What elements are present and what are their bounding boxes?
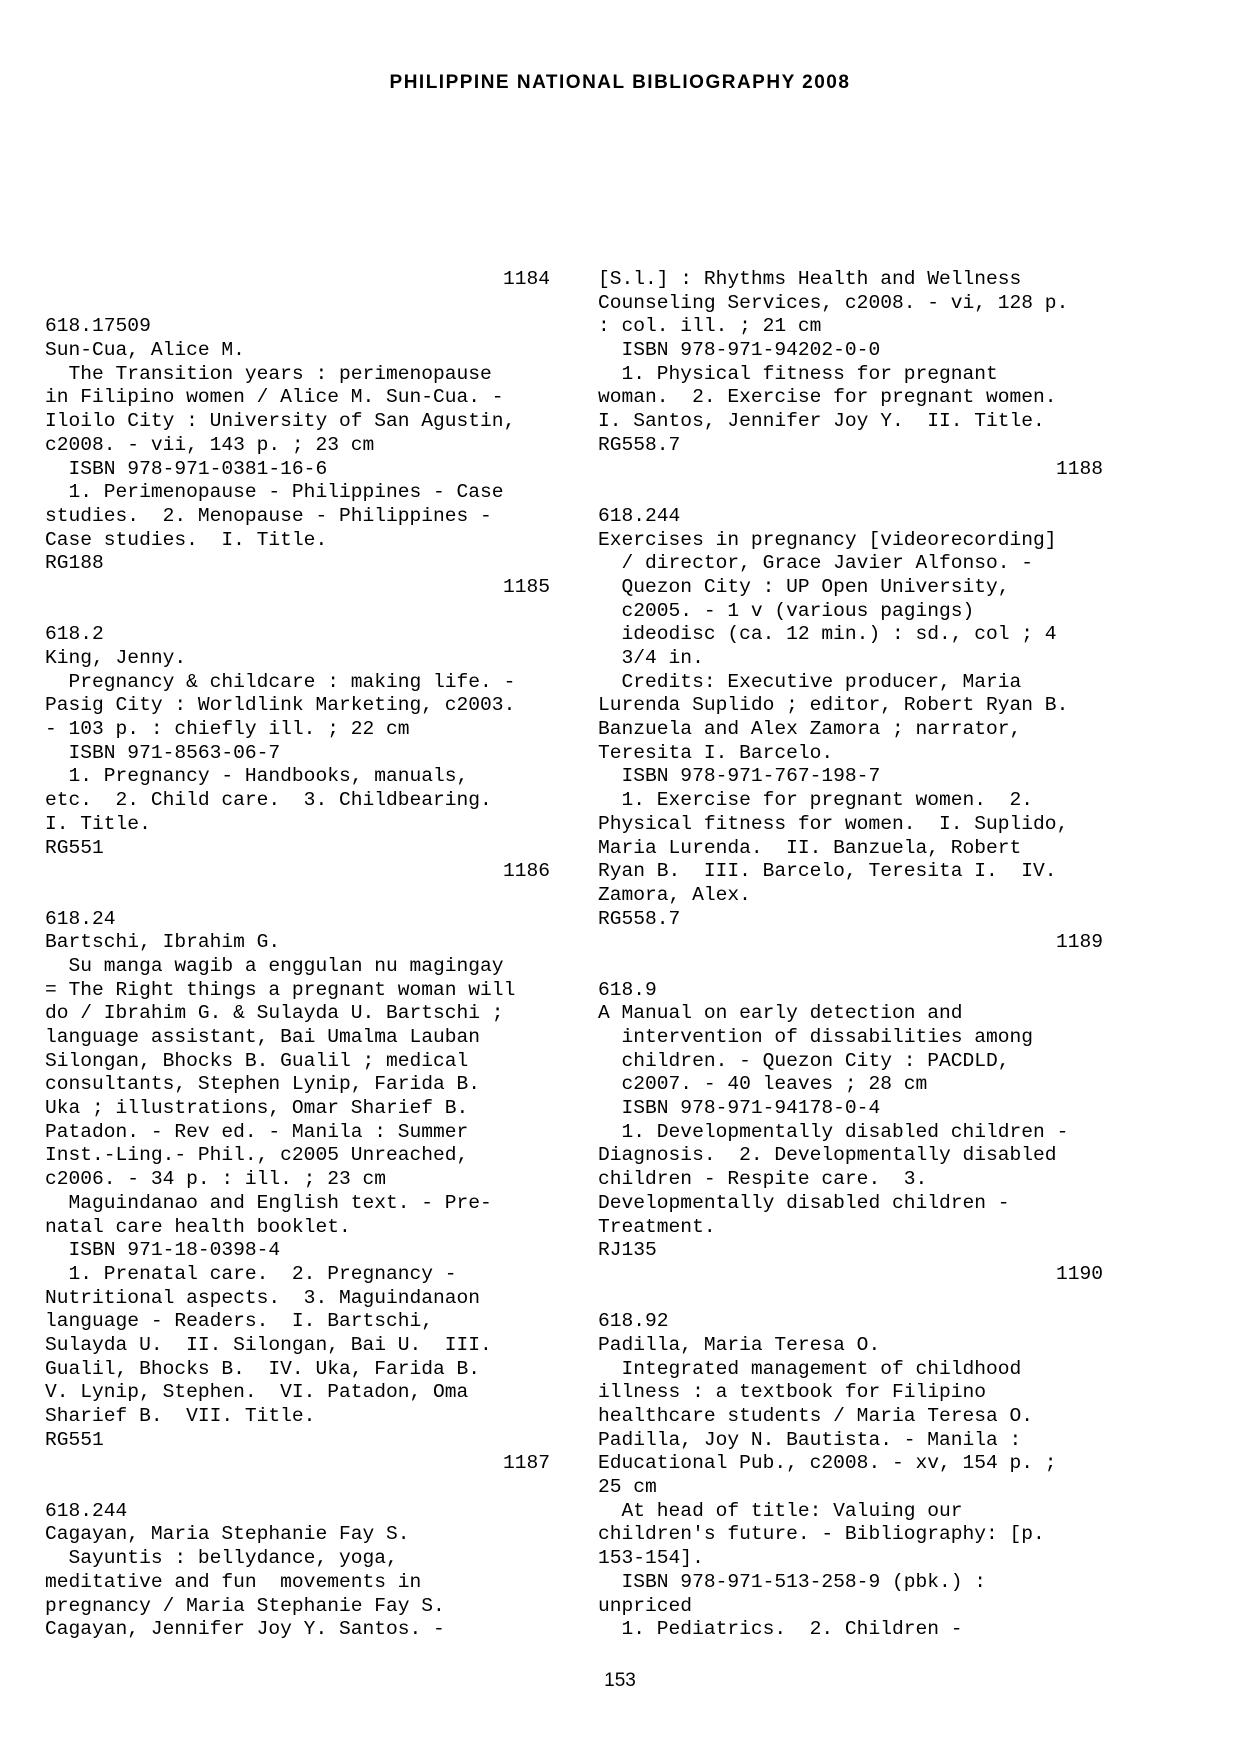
entry-number: 1190	[1055, 1262, 1103, 1285]
entry-line: Sulayda U. II. Silongan, Bai U. III.	[45, 1333, 492, 1356]
entry-number: 1189	[1055, 931, 1103, 954]
entry-line: Bartschi, Ibrahim G.	[45, 931, 281, 954]
entry-line: unpriced	[598, 1594, 693, 1617]
entry-line: Ryan B. III. Barcelo, Teresita I. IV.	[598, 860, 1057, 883]
page-number: 153	[604, 1670, 636, 1691]
entry-line: RG551	[45, 836, 104, 859]
entry-line: etc. 2. Child care. 3. Childbearing.	[45, 789, 492, 812]
entry-line: Padilla, Maria Teresa O.	[598, 1333, 881, 1356]
entry-line: children - Respite care. 3.	[598, 1168, 928, 1191]
entry-number: 1185	[502, 575, 550, 598]
entry-line: 25 cm	[598, 1476, 657, 1499]
entry-line: Maria Lurenda. II. Banzuela, Robert	[598, 836, 1022, 859]
page-header: PHILIPPINE NATIONAL BIBLIOGRAPHY 2008	[389, 72, 851, 93]
entry-line: children. - Quezon City : PACDLD,	[598, 1049, 1010, 1072]
entry-line: 1. Perimenopause - Philippines - Case	[45, 481, 504, 504]
entry-line: ISBN 978-971-0381-16-6	[45, 457, 328, 480]
entry-line: RG188	[45, 552, 104, 575]
entry-line: children's future. - Bibliography: [p.	[598, 1523, 1045, 1546]
entry-line: 1. Pregnancy - Handbooks, manuals,	[45, 765, 469, 788]
entry-line: healthcare students / Maria Teresa O.	[598, 1405, 1034, 1427]
entry-line: Banzuela and Alex Zamora ; narrator,	[598, 718, 1022, 741]
entry-line: c2007. - 40 leaves ; 28 cm	[598, 1073, 928, 1096]
entry-line: 618.24	[45, 907, 116, 930]
entry-line: c2006. - 34 p. : ill. ; 23 cm	[45, 1168, 386, 1191]
entry-line: Developmentally disabled children -	[598, 1191, 1010, 1214]
entry-line: Sun-Cua, Alice M.	[45, 339, 245, 362]
entry-line: Credits: Executive producer, Maria	[598, 670, 1022, 693]
entry-line	[598, 955, 1103, 979]
entry-line	[598, 481, 1103, 505]
entry-line: 153-154].	[598, 1547, 704, 1570]
entry-line: do / Ibrahim G. & Sulayda U. Bartschi ;	[45, 1002, 504, 1025]
entry-line: RG558.7	[598, 907, 681, 930]
entry-line: c2008. - vii, 143 p. ; 23 cm	[45, 433, 375, 456]
entry-line: natal care health booklet.	[45, 1215, 351, 1238]
entry-line: [S.l.] : Rhythms Health and Wellness	[598, 268, 1022, 290]
entry-line: = The Right things a pregnant woman will	[45, 978, 516, 1001]
entry-line	[45, 292, 550, 316]
entry-line: Pasig City : Worldlink Marketing, c2003.	[45, 694, 516, 717]
right-column	[598, 268, 1103, 1642]
entry-line: RG558.7	[598, 433, 681, 456]
entry-line: Su manga wagib a enggulan nu magingay	[45, 954, 504, 977]
entry-line: Case studies. I. Title.	[45, 528, 328, 551]
entry-number: 1184	[502, 268, 550, 290]
entry-line: 618.9	[598, 978, 657, 1001]
entry-line: 618.2	[45, 623, 104, 646]
entry-line: 618.92	[598, 1310, 669, 1333]
entry-line: : col. ill. ; 21 cm	[598, 315, 822, 338]
entry-line: Counseling Services, c2008. - vi, 128 p.	[598, 291, 1069, 314]
entry-line: ideodisc (ca. 12 min.) : sd., col ; 4	[598, 623, 1057, 646]
entry-line: Treatment.	[598, 1215, 716, 1238]
entry-line: meditative and fun movements in	[45, 1570, 422, 1593]
entry-line: A Manual on early detection and	[598, 1002, 963, 1025]
entry-line: ISBN 978-971-94178-0-4	[598, 1097, 881, 1120]
entry-line: Exercises in pregnancy [videorecording]	[598, 528, 1057, 551]
entry-line: King, Jenny.	[45, 647, 187, 669]
entry-line: Sharief B. VII. Title.	[45, 1405, 316, 1427]
entry-line: Quezon City : UP Open University,	[598, 575, 1010, 598]
entry-line: 1. Exercise for pregnant women. 2.	[598, 789, 1034, 812]
entry-line: 1. Prenatal care. 2. Pregnancy -	[45, 1262, 457, 1285]
entry-line: 3/4 in.	[598, 647, 704, 669]
entry-line: 1. Physical fitness for pregnant	[598, 362, 998, 385]
entry-line: Nutritional aspects. 3. Maguindanaon	[45, 1286, 481, 1309]
entry-line: - 103 p. : chiefly ill. ; 22 cm	[45, 718, 410, 741]
entry-line: 1. Pediatrics. 2. Children -	[598, 1618, 963, 1641]
entry-line	[45, 1476, 550, 1500]
entry-line: Silongan, Bhocks B. Gualil ; medical	[45, 1049, 469, 1072]
entry-line: Padilla, Joy N. Bautista. - Manila :	[598, 1428, 1022, 1451]
entry-line: Cagayan, Jennifer Joy Y. Santos. -	[45, 1618, 445, 1641]
entry-line: Patadon. - Rev ed. - Manila : Summer	[45, 1120, 469, 1143]
entry-line: studies. 2. Menopause - Philippines -	[45, 504, 492, 527]
entry-line: pregnancy / Maria Stephanie Fay S.	[45, 1594, 445, 1617]
entry-line: The Transition years : perimenopause	[45, 362, 492, 385]
entry-line: intervention of dissabilities among	[598, 1026, 1034, 1048]
entry-line: Sayuntis : bellydance, yoga,	[45, 1547, 398, 1570]
entry-line: Maguindanao and English text. - Pre-	[45, 1191, 492, 1214]
entry-line: V. Lynip, Stephen. VI. Patadon, Oma	[45, 1381, 469, 1404]
entry-line: illness : a textbook for Filipino	[598, 1381, 987, 1404]
entry-line: woman. 2. Exercise for pregnant women.	[598, 386, 1057, 409]
entry-line: I. Santos, Jennifer Joy Y. II. Title.	[598, 410, 1045, 433]
entry-line: RG551	[45, 1428, 104, 1451]
entry-line: in Filipino women / Alice M. Sun-Cua. -	[45, 386, 504, 409]
entry-line: language - Readers. I. Bartschi,	[45, 1310, 434, 1333]
entry-line: language assistant, Bai Umalma Lauban	[45, 1026, 481, 1048]
entry-line: ISBN 978-971-513-258-9 (pbk.) :	[598, 1570, 987, 1593]
entry-line: Pregnancy & childcare : making life. -	[45, 670, 516, 693]
entry-line: At head of title: Valuing our	[598, 1499, 963, 1522]
entry-line: Integrated management of childhood	[598, 1357, 1022, 1380]
entry-line: 1. Developmentally disabled children -	[598, 1120, 1069, 1143]
entry-line: ISBN 978-971-767-198-7	[598, 765, 881, 788]
entry-line: ISBN 978-971-94202-0-0	[598, 339, 881, 362]
entry-line: Teresita I. Barcelo.	[598, 741, 834, 764]
entry-line: Inst.-Ling.- Phil., c2005 Unreached,	[45, 1144, 469, 1167]
left-column	[45, 268, 550, 1642]
entry-line: Gualil, Bhocks B. IV. Uka, Farida B.	[45, 1357, 481, 1380]
entry-line: 618.17509	[45, 315, 151, 338]
entry-line: Physical fitness for women. I. Suplido,	[598, 812, 1069, 835]
entry-line: RJ135	[598, 1239, 657, 1262]
entry-line	[45, 600, 550, 624]
entry-line: Educational Pub., c2008. - xv, 154 p. ;	[598, 1452, 1057, 1475]
entry-line: / director, Grace Javier Alfonso. -	[598, 552, 1034, 575]
entry-line: c2005. - 1 v (various pagings)	[598, 599, 975, 622]
entry-line: ISBN 971-8563-06-7	[45, 741, 281, 764]
entry-number: 1186	[502, 860, 550, 883]
entry-line: Zamora, Alex.	[598, 883, 751, 906]
entry-line: ISBN 971-18-0398-4	[45, 1239, 281, 1262]
entry-line: consultants, Stephen Lynip, Farida B.	[45, 1073, 481, 1096]
entry-line: 618.244	[598, 504, 681, 527]
entry-number: 1187	[502, 1452, 550, 1475]
entry-line	[598, 1287, 1103, 1311]
entry-number: 1188	[1055, 457, 1103, 480]
entry-line: Iloilo City : University of San Agustin,	[45, 410, 516, 433]
entry-line: I. Title.	[45, 812, 151, 835]
entry-line: Diagnosis. 2. Developmentally disabled	[598, 1144, 1057, 1167]
entry-line: 618.244	[45, 1499, 128, 1522]
entry-line: Lurenda Suplido ; editor, Robert Ryan B.	[598, 694, 1069, 717]
entry-line: Uka ; illustrations, Omar Sharief B.	[45, 1097, 469, 1120]
entry-line	[45, 884, 550, 908]
entry-line: Cagayan, Maria Stephanie Fay S.	[45, 1523, 410, 1546]
